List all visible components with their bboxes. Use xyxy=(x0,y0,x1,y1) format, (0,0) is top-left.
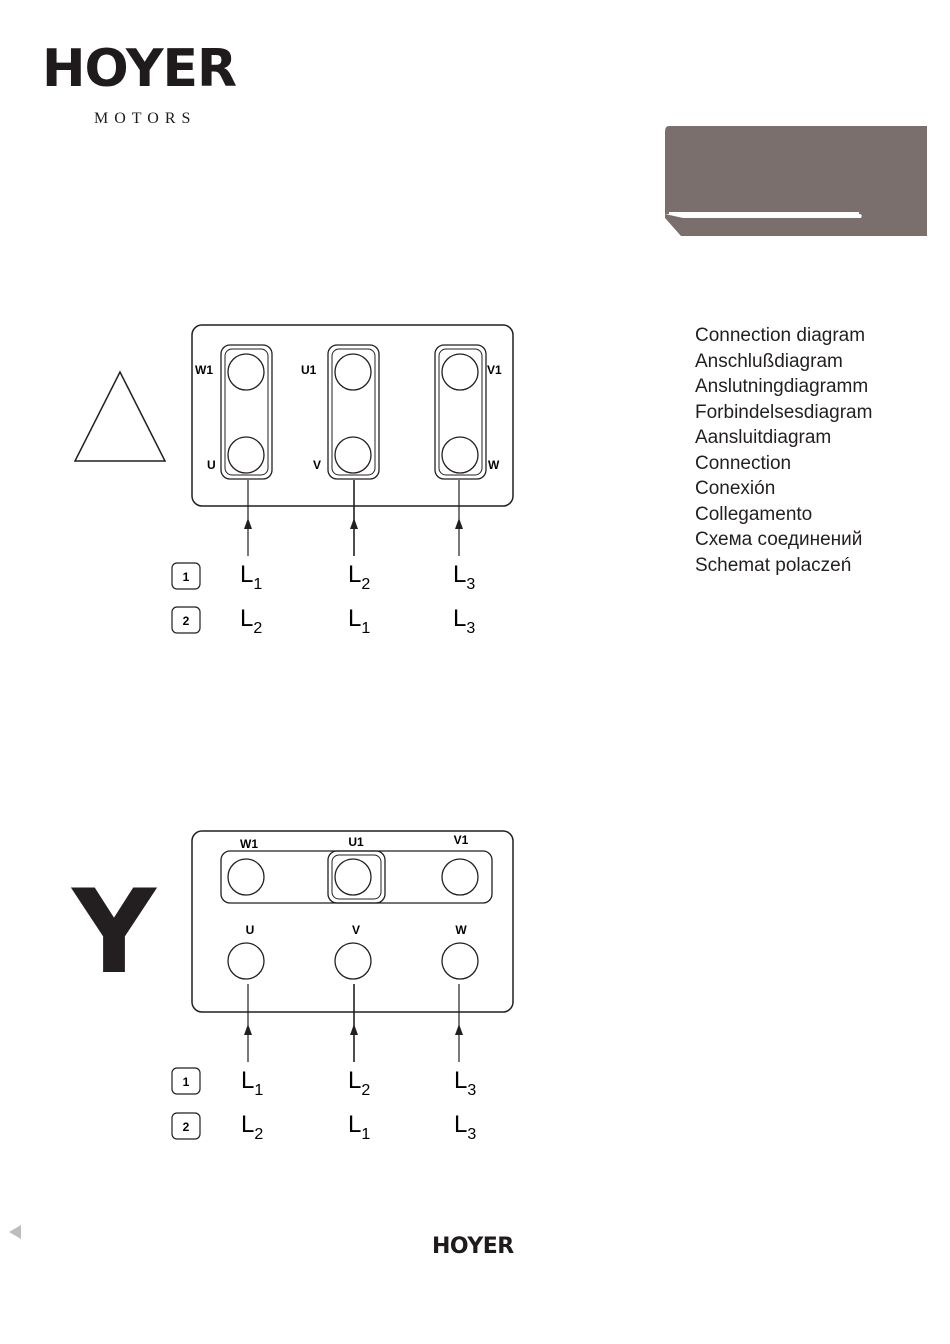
corner-tab-shape xyxy=(665,126,927,236)
phase-label: $L_2$ xyxy=(348,561,371,593)
lang-item: Connection xyxy=(695,452,792,474)
header-corner-tab xyxy=(663,126,927,236)
arrow-up-icon xyxy=(350,518,358,529)
phase-label: $L_2$ xyxy=(348,1067,371,1099)
lang-item: Collegamento xyxy=(695,503,813,525)
lang-item: Anschlußdiagram xyxy=(695,350,843,372)
phase-label: $L_1$ xyxy=(241,1067,264,1099)
lang-item: Aansluitdiagram xyxy=(695,427,832,448)
row-number: 1 xyxy=(182,1075,190,1089)
terminal-v xyxy=(335,437,371,473)
phase-label: $L_2$ xyxy=(241,1111,264,1143)
lang-item: Conexión xyxy=(695,478,776,499)
phase-label: $L_3$ xyxy=(453,605,476,637)
lang-item: Forbindelsesdiagram xyxy=(695,401,873,423)
terminal-u xyxy=(228,943,264,979)
lang-item: Схема соединений xyxy=(695,529,863,550)
logo-wordmark: HOYER xyxy=(42,39,237,99)
delta-triangle-icon xyxy=(75,372,165,461)
lang-item: Schemat polaczeń xyxy=(695,554,852,576)
terminal-label: U1 xyxy=(301,363,317,377)
terminal-label: U xyxy=(207,458,216,472)
terminal-u xyxy=(228,437,264,473)
row-number: 2 xyxy=(182,1120,190,1134)
terminal-label: W1 xyxy=(240,837,258,851)
phase-label: $L_3$ xyxy=(454,1067,477,1099)
terminal-label: V xyxy=(313,458,322,472)
star-y-icon: Y xyxy=(72,865,156,1000)
terminal-v1 xyxy=(442,859,478,895)
phase-label: $L_1$ xyxy=(348,1111,371,1143)
arrow-up-icon xyxy=(244,1024,252,1035)
phase-label: $L_1$ xyxy=(240,561,263,593)
terminal-u1 xyxy=(335,354,371,390)
terminal-w1 xyxy=(228,354,264,390)
lang-item: Connection diagram xyxy=(695,325,866,346)
lang-item: Anslutningdiagramm xyxy=(695,376,869,397)
row-number: 2 xyxy=(182,614,190,628)
terminal-u1 xyxy=(335,859,371,895)
terminal-box xyxy=(192,831,513,1012)
arrow-up-icon xyxy=(455,1024,463,1035)
terminal-v xyxy=(335,943,371,979)
terminal-label: W xyxy=(455,923,467,937)
terminal-v1 xyxy=(442,354,478,390)
terminal-label: V1 xyxy=(487,363,502,377)
arrow-up-icon xyxy=(244,518,252,529)
phase-label: $L_2$ xyxy=(240,605,263,637)
terminal-label: U1 xyxy=(348,835,364,849)
arrow-up-icon xyxy=(350,1024,358,1035)
terminal-w1 xyxy=(228,859,264,895)
terminal-label: W1 xyxy=(195,363,213,377)
row-number: 1 xyxy=(182,570,190,584)
previous-page-arrow-icon[interactable] xyxy=(8,1224,22,1240)
arrow-up-icon xyxy=(455,518,463,529)
hoyer-logo xyxy=(42,38,257,138)
terminal-label: V xyxy=(351,923,361,937)
terminal-label: W xyxy=(488,458,500,472)
terminal-w xyxy=(442,943,478,979)
logo-tagline: MOTORS xyxy=(94,110,197,127)
terminal-label: U xyxy=(245,923,255,937)
phase-label: $L_1$ xyxy=(348,605,371,637)
phase-label: $L_3$ xyxy=(453,561,476,593)
footer-logo: HOYER xyxy=(432,1234,514,1259)
terminal-label: V1 xyxy=(453,833,469,847)
language-list xyxy=(695,323,935,578)
phase-label: $L_3$ xyxy=(454,1111,477,1143)
delta-connection-diagram xyxy=(0,320,600,650)
star-connection-diagram xyxy=(0,826,600,1156)
terminal-w xyxy=(442,437,478,473)
